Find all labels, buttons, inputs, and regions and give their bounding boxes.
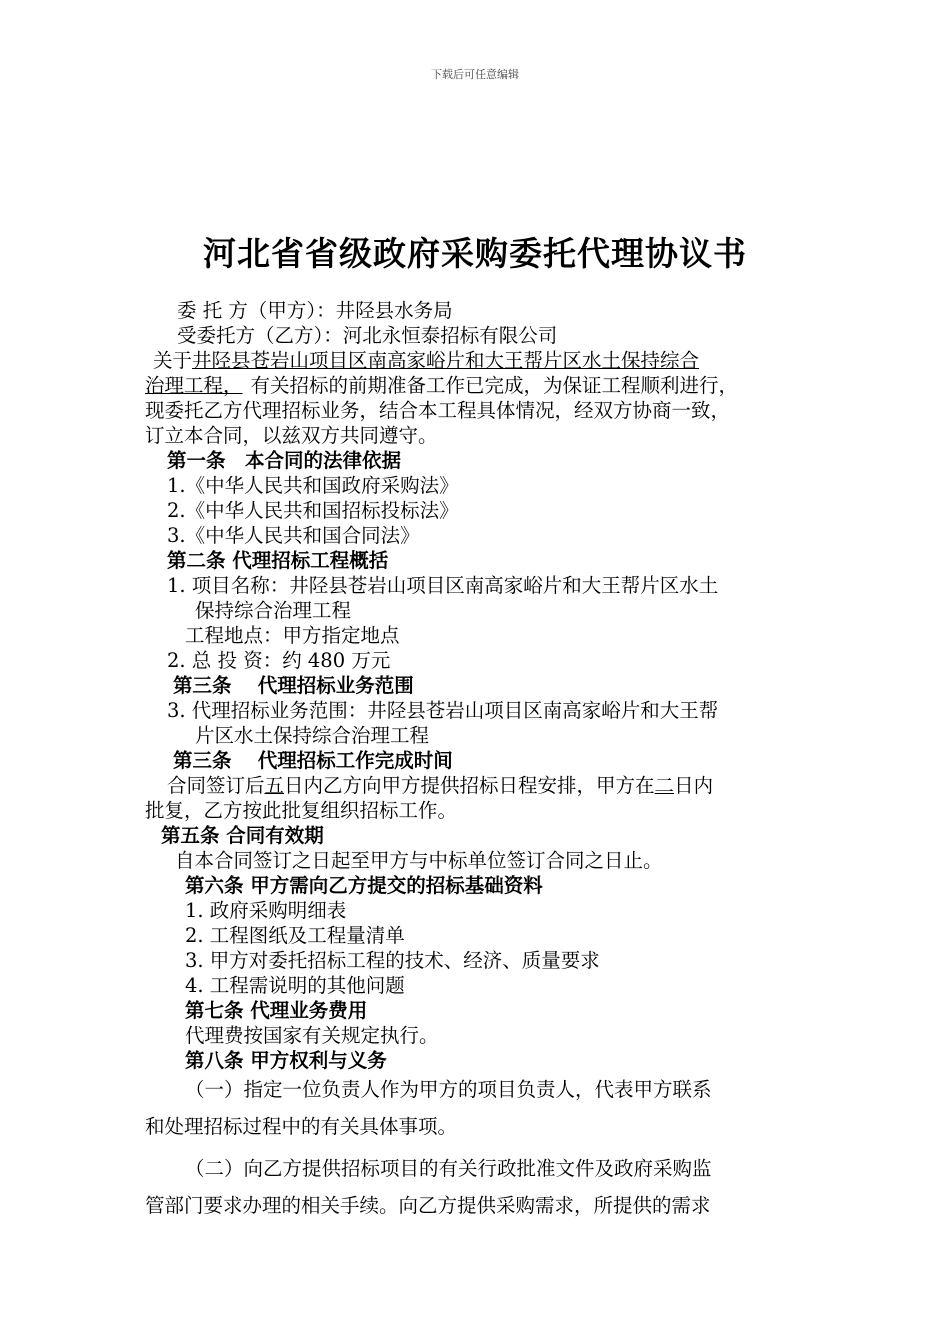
- page-header-note: 下载后可任意编辑: [431, 68, 519, 81]
- article-6-heading: 第六条 甲方需向乙方提交的招标基础资料: [185, 874, 543, 897]
- project-investment: 2. 总 投 资：约 480 万元: [167, 649, 391, 672]
- intro-project-name: 井陉县苍岩山项目区南高家峪片和大王帮片区水土保持综合: [192, 349, 700, 372]
- law-item: 1.《中华人民共和国政府采购法》: [167, 474, 459, 497]
- duty-2-line-1: （二）向乙方提供招标项目的有关行政批准文件及政府采购监: [185, 1157, 712, 1180]
- article-7-heading: 第七条 代理业务费用: [185, 999, 368, 1022]
- article-3-heading: 第三条 代理招标业务范围: [173, 674, 414, 697]
- article-2-heading: 第二条 代理招标工程概括: [167, 549, 389, 572]
- intro-line-3: 现委托乙方代理招标业务，结合本工程具体情况，经双方协商一致，: [145, 399, 731, 422]
- intro-prefix: 关于: [153, 349, 193, 372]
- law-item: 3.《中华人民共和国合同法》: [167, 524, 420, 547]
- schedule-text: 日内: [674, 774, 714, 797]
- document-title: 河北省省级政府采购委托代理协议书: [203, 234, 747, 273]
- schedule-text: 日内乙方向甲方提供招标日程安排，甲方在: [284, 774, 655, 797]
- schedule-days-1: 五: [264, 774, 285, 797]
- article-8-heading: 第八条 甲方权利与义务: [185, 1049, 387, 1072]
- schedule-days-2: 二: [654, 774, 675, 797]
- schedule-line-2: 批复，乙方按此批复组织招标工作。: [145, 799, 458, 822]
- intro-line-2: [145, 373, 815, 398]
- material-item: 4. 工程需说明的其他问题: [185, 974, 405, 997]
- schedule-text: 合同签订后: [167, 774, 265, 797]
- law-item: 2.《中华人民共和国招标投标法》: [167, 499, 459, 522]
- material-item: 2. 工程图纸及工程量清单: [185, 924, 405, 947]
- intro-line-1: [145, 348, 815, 373]
- article-1-heading: 第一条 本合同的法律依据: [167, 449, 402, 472]
- duty-2-line-2: 管部门要求办理的相关手续。向乙方提供采购需求，所提供的需求: [145, 1194, 711, 1217]
- client-party: 委 托 方（甲方）：井陉县水务局: [177, 299, 453, 322]
- scope-line-2: 片区水土保持综合治理工程: [195, 724, 430, 747]
- material-item: 3. 甲方对委托招标工程的技术、经济、质量要求: [185, 949, 600, 972]
- article-4-heading: 第三条 代理招标工作完成时间: [173, 749, 453, 772]
- intro-line-4: 订立本合同，以兹双方共同遵守。: [145, 424, 438, 447]
- schedule-line-1: [145, 773, 815, 798]
- agent-party: 受委托方（乙方）：河北永恒泰招标有限公司: [177, 324, 558, 347]
- intro-project-name-cont: 治理工程，: [145, 374, 243, 397]
- intro-text: 有关招标的前期准备工作已完成，为保证工程顺利进行，: [250, 374, 739, 397]
- article-5-heading: 第五条 合同有效期: [161, 824, 324, 847]
- material-item: 1. 政府采购明细表: [185, 899, 347, 922]
- project-name-line-2: 保持综合治理工程: [195, 599, 352, 622]
- scope-line-1: 3. 代理招标业务范围：井陉县苍岩山项目区南高家峪片和大王帮: [167, 699, 719, 722]
- project-location: 工程地点：甲方指定地点: [185, 624, 400, 647]
- duty-1-line-2: 和处理招标过程中的有关具体事项。: [145, 1115, 458, 1138]
- project-name-line-1: 1. 项目名称：井陉县苍岩山项目区南高家峪片和大王帮片区水土: [167, 574, 719, 597]
- validity-text: 自本合同签订之日起至甲方与中标单位签订合同之日止。: [175, 849, 663, 872]
- document-body: [145, 298, 815, 1224]
- duty-1-line-1: （一）指定一位负责人作为甲方的项目负责人，代表甲方联系: [185, 1078, 712, 1101]
- fee-text: 代理费按国家有关规定执行。: [185, 1024, 439, 1047]
